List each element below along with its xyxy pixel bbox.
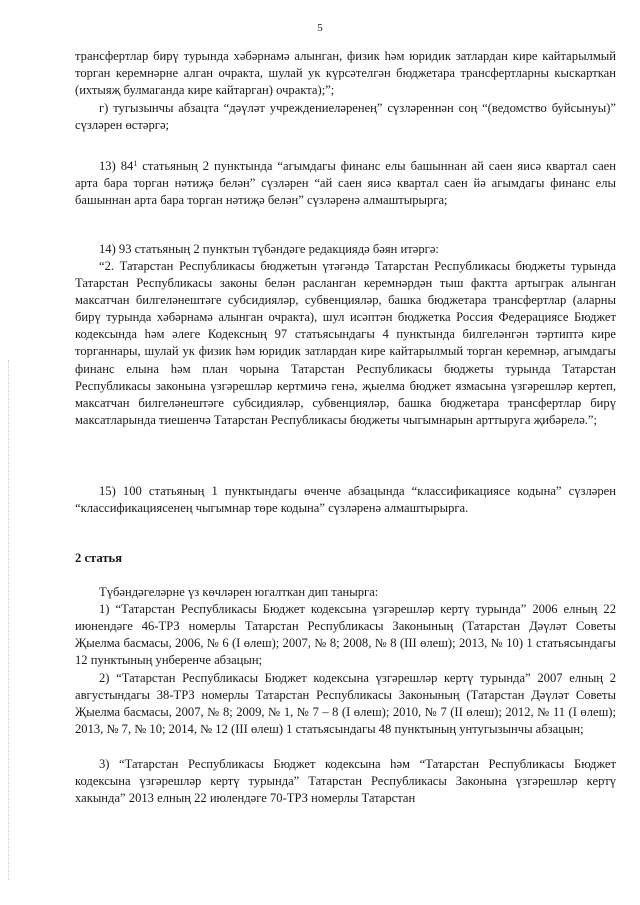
paragraph-item-15: 15) 100 статьяның 1 пунктындагы өченче абзацында “классификациясе кодына” сүзләрен “классификациясенең чыгымнар төре кодына” сүзләренә алмаштырырга. <box>75 484 616 516</box>
paragraph-continuation: трансфертлар бирү турында хәбәрнамә алынган, физик һәм юридик затлардан кире кайтарылмый торган керемнәрне алган очракта, шулай ук күрсәтелгән бюджетара трансфертларны кыскарткан (ихтыяҗ булмаганда кире кайтарган) очракта);”; <box>75 49 616 98</box>
paragraph-list-item-2: 2) “Татарстан Республикасы Бюджет кодексына үзгәрешләр кертү турында” 2007 елның 2 августындагы 38-ТРЗ номерлы Татарстан Республикасы Законының (Татарстан Дәүләт Советы Җыелма басмасы, 2007, № 8; 2009, № 1, № 7 – 8 (I өлеш); 2010, № 7 (II өлеш); 2012, № 11 (I өлеш); 2013, № 7, № 10; 2014, № 12 (III өлеш) 1 статьясындагы 48 пунктының унтугызынчы абзацын; <box>75 671 616 737</box>
paragraph-list-item-3: 3) “Татарстан Республикасы Бюджет кодексына һәм “Татарстан Республикасы Бюджет кодексына үзгәрешләр кертү турында” Татарстан Республикасы Законына үзгәрешләр кертү хакында” 2013 елның 22 июлендәге 70-ТРЗ номерлы Татарстан <box>75 757 616 806</box>
paragraph-quoted-text: “2. Татарстан Республикасы бюджетын үтәгәндә Татарстан Республикасы бюджеты турында Татарстан Республикасы законы белән расланган керемнәрдән тыш фактта артыграк алынган максатчан билгеләнештәге субсидияләр, субвенцияләр, башка бюджетара трансфертлар (аларны бирү турында хәбәрнамә алынган очракта), шул исәптән бюджетка Россия Федерациясе Бюджет кодексында һәм әлеге Кодексның 97 статьясындагы 4 пунктында билгеләнгән тәртиптә кире торганнары, шулай ук физик һәм юридик затлардан кире кайтарылмый торган керемнәр, агымдагы финанс елына һәм план чорына Татарстан Республикасы бюджеты турында Татарстан Республикасы законына үзгәрешләр кертмичә генә, җыелма бюджет язмасына үзгәрешләр кертеп, максатчан билгеләнештәге субсидияләр, субвенцияләр, башка бюджетара трансфертлар бирү максатларында тиешенчә Татарстан Республикасы бюджеты чыгымнарын арттыруга җибәрелә.”; <box>75 259 616 427</box>
item-13-rest: статьяның 2 пунктында “агымдагы финанс елы башыннан ай саен яисә квартал саен арта бара торган нәтиҗә белән” сүзләрен “ай саен яисә квартал саен йә агымдагы финанс елы башыннан арта бара торган нәтиҗә белән” сүзләренә алмаштырырга; <box>75 159 616 208</box>
page-number: 5 <box>317 22 323 34</box>
item-13-start: 13) 84 <box>99 159 134 173</box>
paragraph-item-g: г) тугызынчы абзацта “дәүләт учреждениеләренең” сүзләреннән соң “(ведомство буйсынуы)” сүзләрен өстәргә; <box>75 101 616 133</box>
paragraph-list-item-1: 1) “Татарстан Республикасы Бюджет кодексына үзгәрешләр кертү турында” 2006 елның 22 июнендәге 46-ТРЗ номерлы Татарстан Республикасы Законының (Татарстан Дәүләт Советы Җыелма басмасы, 2006, № 6 (I өлеш); 2007, № 8; 2008, № 8 (III өлеш); 2013, № 10) 1 статьясындагы 12 пунктының унберенче абзацын; <box>75 602 616 668</box>
paragraph-item-14: 14) 93 статьяның 2 пунктын түбәндәге редакциядә бәян итәргә: <box>99 242 439 256</box>
binding-margin-marks <box>8 360 11 880</box>
paragraph-item-13 <box>75 158 616 209</box>
article-heading: 2 статья <box>75 551 123 565</box>
paragraph-intro: Түбәндәгеләрне үз көчләрен югалткан дип танырга: <box>99 585 379 599</box>
superscript: 1 <box>133 159 138 168</box>
